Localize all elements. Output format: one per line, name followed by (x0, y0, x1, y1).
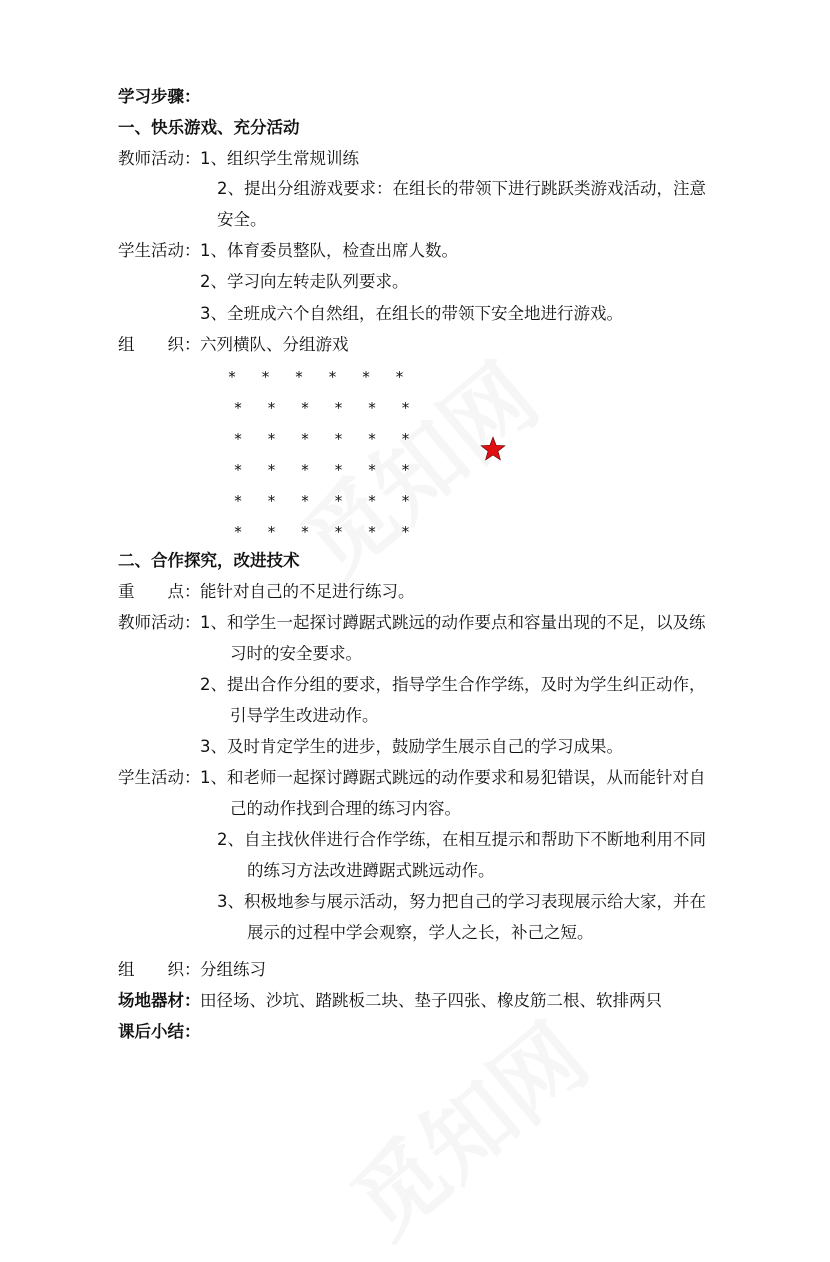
student-item: 2、学习向左转走队列要求。 (200, 272, 409, 291)
student-marker: * (334, 430, 343, 448)
student-marker: * (368, 399, 376, 417)
teacher-label: 教师活动： (118, 149, 201, 168)
teacher-item: 2、提出合作分组的要求，指导学生合作学练，及时为学生纠正动作， (200, 675, 706, 694)
student-marker: * (301, 430, 309, 448)
student-marker: * (334, 461, 343, 479)
student-marker: * (301, 492, 309, 510)
org-label: 组 织： (118, 335, 201, 354)
student-marker: * (401, 399, 410, 417)
student-marker: * (267, 523, 276, 541)
student-marker: * (228, 368, 236, 386)
teacher-item: 安全。 (217, 210, 267, 229)
student-label: 学生活动： (118, 241, 201, 260)
student-marker: * (401, 492, 410, 510)
org-text: 六列横队、分组游戏 (200, 335, 349, 354)
org-label: 组 织： (118, 960, 201, 979)
teacher-item: 2、提出分组游戏要求：在组长的带领下进行跳跃类游戏活动，注意 (217, 179, 706, 198)
student-marker: * (368, 430, 376, 448)
equipment-text: 田径场、沙坑、踏跳板二块、垫子四张、橡皮筋二根、软排两只 (200, 991, 662, 1010)
summary-label: 课后小结： (118, 1022, 201, 1041)
teacher-item: 引导学生改进动作。 (230, 706, 379, 725)
student-item: 展示的过程中学会观察，学人之长，补己之短。 (247, 923, 594, 942)
student-item: 3、积极地参与展示活动，努力把自己的学习表现展示给大家，并在 (217, 892, 706, 911)
student-marker: * (301, 461, 309, 479)
student-marker: * (234, 430, 242, 448)
org-text: 分组练习 (200, 960, 266, 979)
teacher-star-icon (480, 436, 506, 462)
student-marker: * (267, 430, 276, 448)
teacher-item: 3、及时肯定学生的进步，鼓励学生展示自己的学习成果。 (200, 737, 623, 756)
student-marker: * (267, 461, 276, 479)
teacher-item: 1、组织学生常规训练 (200, 149, 359, 168)
student-marker: * (334, 492, 343, 510)
student-marker: * (368, 492, 376, 510)
student-marker: * (234, 399, 242, 417)
student-marker: * (334, 523, 343, 541)
watermark (320, 988, 610, 1261)
equipment-label: 场地器材： (118, 991, 201, 1010)
student-marker: * (368, 523, 376, 541)
student-item: 的练习方法改进蹲踞式跳远动作。 (247, 861, 495, 880)
section2-heading: 二、合作探究，改进技术 (118, 551, 300, 570)
student-marker: * (267, 492, 276, 510)
teacher-item: 1、和学生一起探讨蹲踞式跳远的动作要点和容量出现的不足，以及练 (200, 613, 706, 632)
section1-heading: 一、快乐游戏、充分活动 (118, 118, 300, 137)
key-text: 能针对自己的不足进行练习。 (200, 582, 415, 601)
student-marker: * (301, 399, 309, 417)
student-item: 3、全班成六个自然组，在组长的带领下安全地进行游戏。 (200, 304, 623, 323)
student-item: 1、和老师一起探讨蹲踞式跳远的动作要求和易犯错误，从而能针对自 (200, 768, 706, 787)
student-marker: * (362, 368, 370, 386)
student-marker: * (401, 430, 410, 448)
teacher-item: 习时的安全要求。 (230, 644, 362, 663)
student-marker: * (295, 368, 303, 386)
student-marker: * (301, 523, 309, 541)
student-marker: * (328, 368, 337, 386)
student-marker: * (401, 523, 410, 541)
watermark (270, 328, 560, 601)
student-item: 2、自主找伙伴进行合作学练，在相互提示和帮助下不断地利用不同 (217, 830, 706, 849)
key-label: 重 点： (118, 582, 201, 601)
student-marker: * (395, 368, 404, 386)
student-marker: * (334, 399, 343, 417)
student-item: 己的动作找到合理的练习内容。 (230, 799, 461, 818)
student-marker: * (368, 461, 376, 479)
student-marker: * (234, 492, 242, 510)
student-marker: * (234, 523, 242, 541)
student-item: 1、体育委员整队，检查出席人数。 (200, 241, 458, 260)
student-marker: * (261, 368, 270, 386)
page-title: 学习步骤： (118, 87, 201, 106)
student-label: 学生活动： (118, 768, 201, 787)
student-marker: * (267, 399, 276, 417)
teacher-label: 教师活动： (118, 613, 201, 632)
student-marker: * (234, 461, 242, 479)
student-marker: * (401, 461, 410, 479)
